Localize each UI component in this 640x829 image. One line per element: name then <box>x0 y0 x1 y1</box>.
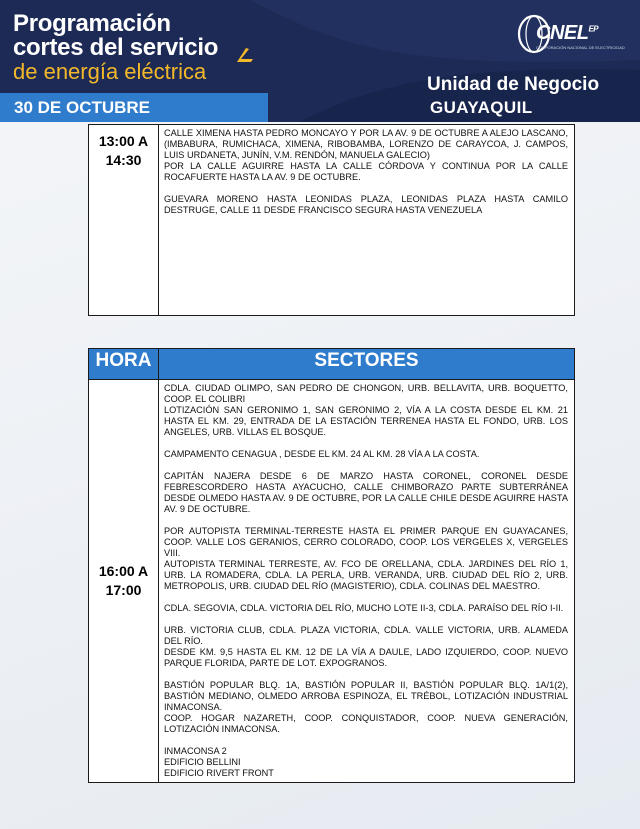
sector-paragraph: CAPITÁN NAJERA DESDE 6 DE MARZO HASTA CORONEL, CORONEL DESDE FEBRESCORDERO HASTA AYACUCHO, CALLE CHIMBORAZO PARTE SUBTERRÁNEA DESDE OLMEDO HASTA AV. 9 DE OCTUBRE, POR LA CALLE CHILE DESDE AGUIRRE HASTA AV. 9 DE OCTUBRE. <box>164 471 568 514</box>
logo-wordmark: $CNEL^{EP}$ <box>536 22 599 44</box>
sector-paragraph: BASTIÓN POPULAR BLQ. 1A, BASTIÓN POPULAR II, BASTIÓN POPULAR BLQ. 1A/1(2), BASTIÓN MEDIANO, OLMEDO ARROBA ESPINOZA, EL TRÉBOL, LOTIZACIÓN INDUSTRIAL INMACONSA. <box>164 680 568 712</box>
sectors-cell <box>159 125 575 316</box>
sector-paragraph: COOP. HOGAR NAZARETH, COOP. CONQUISTADOR, COOP. NUEVA GENERACIÓN, LOTIZACIÓN INMACONSA. <box>164 713 568 734</box>
logo-tagline: CORPORACIÓN NACIONAL DE ELECTRICIDAD <box>536 45 625 50</box>
page-header <box>0 0 640 122</box>
city-label: GUAYAQUIL <box>430 98 533 117</box>
schedule-table-1 <box>88 124 575 316</box>
sector-paragraph: INMACONSA 2 <box>164 746 227 756</box>
sector-paragraph: CAMPAMENTO CENAGUA , DESDE EL KM. 24 AL KM. 28 VÍA A LA COSTA. <box>164 449 480 459</box>
sector-paragraph: DESDE KM. 9,5 HASTA EL KM. 12 DE LA VÍA A DAULE, LADO IZQUIERDO, COOP. NUEVO PARQUE FLORIDA, PARTE DE LOT. EXPOGRANOS. <box>164 647 568 668</box>
time-end: 14:30 <box>105 152 142 168</box>
title-line-3: de energía eléctrica <box>13 59 207 84</box>
business-unit-label: Unidad de Negocio <box>427 74 600 95</box>
table-row <box>89 380 575 783</box>
column-header-sectors: SECTORES <box>159 349 575 380</box>
time-start: 16:00 A <box>98 563 149 579</box>
sector-paragraph: POR AUTOPISTA TERMINAL-TERRESTE HASTA EL PRIMER PARQUE EN GUAYACANES, COOP. VALLE LOS GERANIOS, CERRO COLORADO, COOP. LOS VERGELES X, VERGELES VIII. <box>164 526 568 558</box>
page-title <box>13 12 218 84</box>
time-start: 13:00 A <box>98 133 149 149</box>
sector-paragraph: LOTIZACIÓN SAN GERONIMO 1, SAN GERONIMO 2, VÍA A LA COSTA DESDE EL KM. 21 HASTA EL KM. 29, ENTRADA DE LA ESTACIÓN TERRENEA HASTA EL FONDO, URB. LOS ANGELES, URB. VILLAS EL BOSQUE. <box>164 405 568 437</box>
sector-paragraph: CALLE XIMENA HASTA PEDRO MONCAYO Y POR LA AV. 9 DE OCTUBRE A ALEJO LASCANO, (IMBABURA, RUMICHACA, XIMENA, RIBOBAMBA, LORENZO DE CARAYCOA, J. CAMPOS, LUIS URDANETA, JUNÍN, V.M. RENDÓN, MANUELA GALECIO) <box>164 128 568 160</box>
sectors-cell <box>159 380 575 783</box>
sector-paragraph: CDLA. CIUDAD OLIMPO, SAN PEDRO DE CHONGON, URB. BELLAVITA, URB. BOQUETTO, COOP. EL COLIBRI <box>164 383 568 404</box>
sector-paragraph: CDLA. SEGOVIA, CDLA. VICTORIA DEL RÍO, MUCHO LOTE II-3, CDLA. PARAÍSO DEL RÍO I-II. <box>164 603 564 613</box>
sector-paragraph: GUEVARA MORENO HASTA LEONIDAS PLAZA, LEONIDAS PLAZA HASTA CAMILO DESTRUGE, CALLE 11 DESDE FRANCISCO SEGURA HASTA VENEZUELA <box>164 194 568 215</box>
time-end: 17:00 <box>105 582 142 598</box>
sector-paragraph: AUTOPISTA TERMINAL TERRESTE, AV. FCO DE ORELLANA, CDLA. JARDINES DEL RÍO 1, URB. LA ROMADERA, CDLA. LA PERLA, URB. VERANDA, URB. CIUDAD DEL RÍO 2, URB. METROPOLIS, URB. CIUDAD DEL RÍO (MAGISTERIO), CDLA. COLINAS DEL MAESTRO. <box>164 559 568 591</box>
time-cell <box>89 380 159 783</box>
sector-paragraph: EDIFICIO BELLINI <box>164 757 241 767</box>
date-banner <box>0 93 268 122</box>
sector-paragraph: URB. VICTORIA CLUB, CDLA. PLAZA VICTORIA, CDLA. VALLE VICTORIA, URB. ALAMEDA DEL RÍO. <box>164 625 568 646</box>
title-line-2: cortes del servicio <box>13 34 219 61</box>
date-label: 30 DE OCTUBRE <box>14 98 151 117</box>
schedule-table-2 <box>88 348 575 783</box>
title-line-1: Programación <box>13 10 171 37</box>
sector-paragraph: POR LA CALLE AGUIRRE HASTA LA CALLE CÓRDOVA Y CONTINUA POR LA CALLE ROCAFUERTE HASTA LA AV. 9 DE OCTUBRE. <box>164 161 568 182</box>
column-header-hour: HORA <box>89 349 159 380</box>
cnel-logo <box>516 12 626 58</box>
sector-paragraph: EDIFICIO RIVERT FRONT <box>164 768 274 778</box>
lightning-icon <box>235 45 255 65</box>
time-cell <box>89 125 159 316</box>
table-header-row <box>89 349 575 380</box>
table-row <box>89 125 575 316</box>
